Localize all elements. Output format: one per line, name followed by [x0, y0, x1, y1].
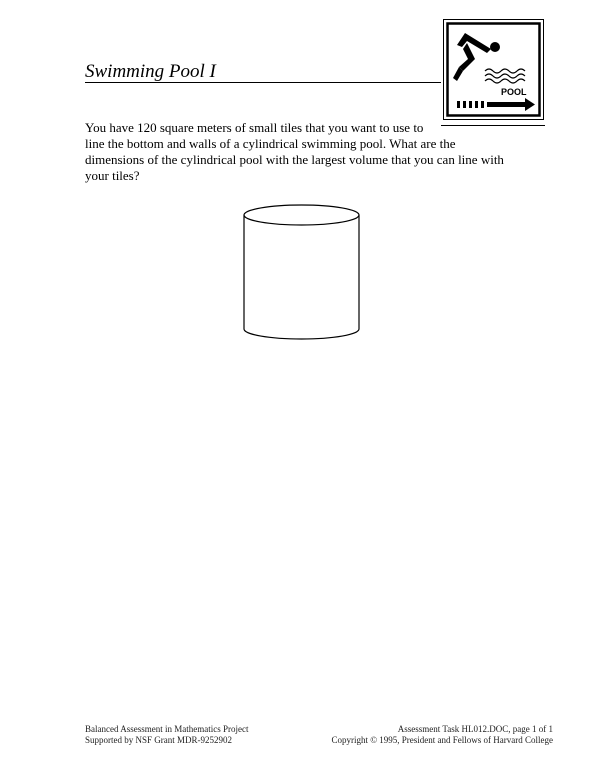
- problem-line: dimensions of the cylindrical pool with the largest volume that you can line with: [85, 152, 504, 167]
- footer-grant: Supported by NSF Grant MDR-9252902: [85, 735, 233, 745]
- footer-project: Balanced Assessment in Mathematics Project: [85, 724, 249, 734]
- pool-logo: [443, 19, 544, 120]
- cylinder-top: [244, 205, 359, 225]
- footer-copyright: Copyright © 1995, President and Fellows of Harvard College: [331, 735, 553, 745]
- page-title: Swimming Pool I: [85, 61, 216, 82]
- cylinder-bottom: [244, 329, 359, 339]
- problem-line: You have 120 square meters of small tiles that you want to use to: [85, 120, 424, 135]
- problem-line: line the bottom and walls of a cylindrical swimming pool. What are the: [85, 136, 456, 151]
- title-underline: [85, 82, 441, 83]
- problem-text: [85, 120, 545, 184]
- footer-right: [331, 724, 553, 746]
- problem-line: your tiles?: [85, 168, 140, 183]
- footer-task: Assessment Task HL012.DOC, page 1 of 1: [397, 724, 553, 734]
- footer-left: [85, 724, 248, 746]
- cylinder-diagram: [241, 202, 362, 342]
- logo-label: POOL: [501, 87, 527, 97]
